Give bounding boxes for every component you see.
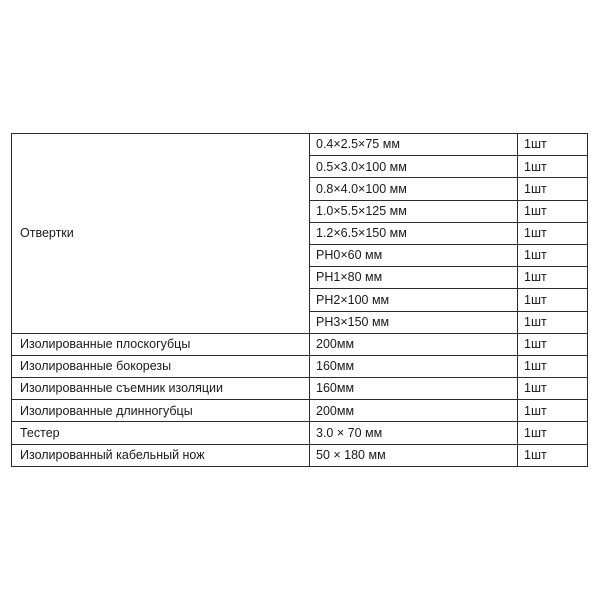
qty-cell: 1шт <box>518 244 588 266</box>
qty-cell: 1шт <box>518 289 588 311</box>
qty-cell: 1шт <box>518 222 588 244</box>
qty-cell: 1шт <box>518 267 588 289</box>
qty-cell: 1шт <box>518 333 588 355</box>
table-row <box>12 134 588 156</box>
size-cell: 1.2×6.5×150 мм <box>310 222 518 244</box>
qty-cell: 1шт <box>518 156 588 178</box>
qty-cell: 1шт <box>518 355 588 377</box>
size-cell: PH2×100 мм <box>310 289 518 311</box>
table-row <box>12 355 588 377</box>
size-cell: 1.0×5.5×125 мм <box>310 200 518 222</box>
size-cell: 0.8×4.0×100 мм <box>310 178 518 200</box>
size-cell: 200мм <box>310 333 518 355</box>
size-cell: 0.5×3.0×100 мм <box>310 156 518 178</box>
name-cell: Изолированный кабельный нож <box>12 444 310 466</box>
name-cell: Тестер <box>12 422 310 444</box>
qty-cell: 1шт <box>518 378 588 400</box>
qty-cell: 1шт <box>518 444 588 466</box>
qty-cell: 1шт <box>518 311 588 333</box>
size-cell: PH3×150 мм <box>310 311 518 333</box>
size-cell: 3.0 × 70 мм <box>310 422 518 444</box>
size-cell: PH1×80 мм <box>310 267 518 289</box>
tool-kit-spec-table <box>11 133 588 467</box>
screwdrivers-name-cell: Отвертки <box>12 134 310 334</box>
size-cell: 200мм <box>310 400 518 422</box>
size-cell: 160мм <box>310 355 518 377</box>
name-cell: Изолированные бокорезы <box>12 355 310 377</box>
size-cell: 50 × 180 мм <box>310 444 518 466</box>
qty-cell: 1шт <box>518 178 588 200</box>
name-cell: Изолированные плоскогубцы <box>12 333 310 355</box>
size-cell: 0.4×2.5×75 мм <box>310 134 518 156</box>
qty-cell: 1шт <box>518 134 588 156</box>
table-row <box>12 333 588 355</box>
size-cell: 160мм <box>310 378 518 400</box>
name-cell: Изолированные съемник изоляции <box>12 378 310 400</box>
table-row <box>12 378 588 400</box>
table-row <box>12 400 588 422</box>
table-row <box>12 444 588 466</box>
size-cell: PH0×60 мм <box>310 244 518 266</box>
name-cell: Изолированные длинногубцы <box>12 400 310 422</box>
qty-cell: 1шт <box>518 400 588 422</box>
qty-cell: 1шт <box>518 422 588 444</box>
table-row <box>12 422 588 444</box>
qty-cell: 1шт <box>518 200 588 222</box>
